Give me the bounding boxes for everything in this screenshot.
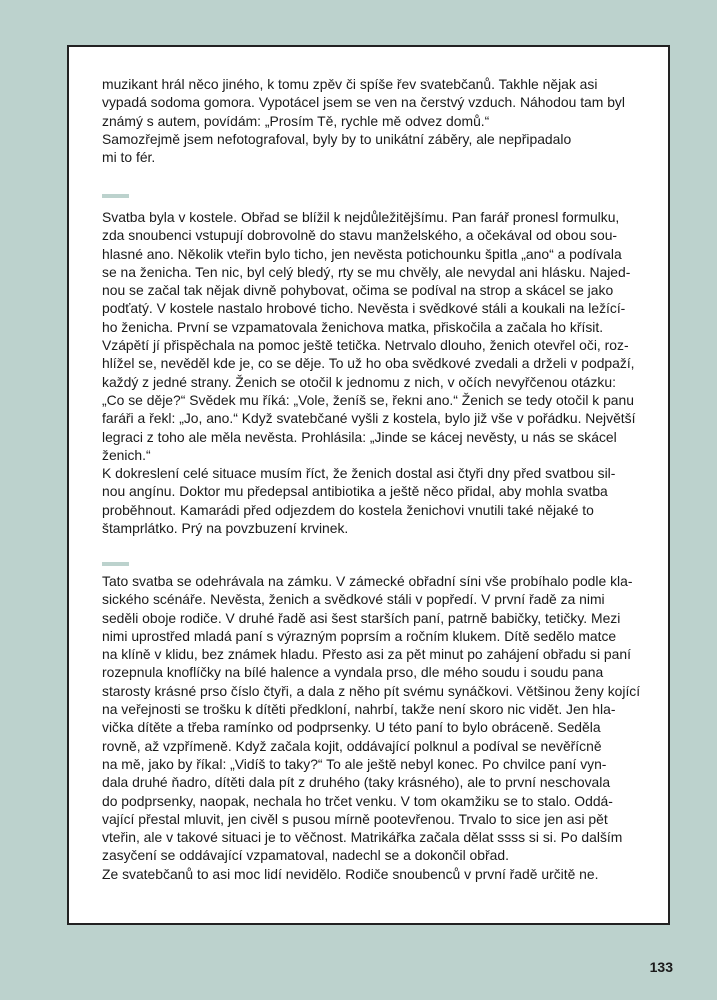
paragraph-block-2 xyxy=(102,208,657,537)
text-line: štamprlátko. Prý na povzbuzení krvinek. xyxy=(102,520,349,537)
text-line: faráři a řekl: „Jo, ano.“ Když svatebčané vyšli z kostela, bylo již vše v pořádku. Největší xyxy=(102,410,636,427)
text-line: Vzápětí jí přispěchala na pomoc ještě tetička. Netrvalo dlouho, ženich otevřel oči, roz- xyxy=(102,337,629,354)
text-line: hlížel se, nevěděl kde je, co se děje. To už ho oba svědkové zvedali a drželi v podpaží, xyxy=(102,355,635,372)
text-line: na klíně v klidu, bez známek hladu. Přesto asi za pět minut po zahájení obřadu si paní xyxy=(102,646,631,663)
text-line: vající přestal mluvit, jen civěl s pusou mírně pootevřenou. Trvalo to sice jen asi pět xyxy=(102,810,608,827)
section-divider xyxy=(102,194,129,198)
paragraph-block-1 xyxy=(102,75,657,166)
text-line: Svatba byla v kostele. Obřad se blížil k nejdůležitějšímu. Pan farář pronesl formulku, xyxy=(102,209,620,225)
text-line: Samozřejmě jsem nefotografoval, byly by to unikátní záběry, ale nepřipadalo xyxy=(102,130,572,147)
text-line: „Co se děje?“ Svědek mu říká: „Vole, ženíš se, řekni ano.“ Ženich se tedy otočil k panu xyxy=(102,391,634,408)
text-line: dala druhé ňadro, dítěti dala pít z druhého (taky krásného), ale to první neschovala xyxy=(102,774,611,791)
text-line: na veřejnosti se trošku k dítěti předkloní, nahrbí, takže není skoro nic vidět. Jen hla- xyxy=(102,701,616,718)
text-line: mi to fér. xyxy=(102,149,156,166)
text-line: ženich.“ xyxy=(102,446,151,463)
text-line: muzikant hrál něco jiného, k tomu zpěv či spíše řev svatebčanů. Takhle nějak asi xyxy=(102,76,598,92)
text-line: vička dítěte a třeba ramínko od podprsenky. U této paní to bylo obráceně. Seděla xyxy=(102,719,601,736)
text-line: nimi uprostřed mladá paní s výrazným poprsím a ročním klukem. Dítě sedělo matce xyxy=(102,627,617,644)
text-line: Ze svatebčanů to asi moc lidí nevidělo. Rodiče snoubenců v první řadě určitě ne. xyxy=(102,865,599,882)
text-line: seděli oboje rodiče. V druhé řadě asi šest starších paní, patrně babičky, tetičky. Mezi xyxy=(102,609,621,626)
page-frame xyxy=(67,45,670,925)
text-line: vteřin, ale v takové situaci je to věčnost. Matrikářka začala dělat ssss si si. Po dalším xyxy=(102,829,623,846)
text-line: vypadá sodoma gomora. Vypotácel jsem se ven na čerstvý vzduch. Náhodou tam byl xyxy=(102,94,625,111)
text-line: nou se začal tak nějak divně pohybovat, očima se podíval na strop a skácel se jako xyxy=(102,282,614,299)
text-line: zda snoubenci vstupují dobrovolně do stavu manželského, a očekával od obou sou- xyxy=(102,227,618,244)
text-line: hlasné ano. Několik vteřin bylo ticho, jen nevěsta potichounku špitla „ano“ a podívala xyxy=(102,245,622,262)
text-line: se na ženicha. Ten nic, byl celý bledý, rty se mu chvěly, ale nevydal ani hlásku. Najed- xyxy=(102,263,631,280)
text-line: sického scénáře. Nevěsta, ženich a svědkové stáli v popředí. V první řadě za nimi xyxy=(102,591,605,608)
text-line: K dokreslení celé situace musím říct, že ženich dostal asi čtyři dny před svatbou sil- xyxy=(102,465,616,482)
section-divider xyxy=(102,562,129,566)
text-line: proběhnout. Kamarádi před odjezdem do kostela ženichovi vnutili také nějaké to xyxy=(102,501,594,518)
text-line: známý s autem, povídám: „Prosím Tě, rychle mě odvez domů.“ xyxy=(102,112,490,129)
text-line: podťatý. V kostele nastalo hrobové ticho. Nevěsta i svědkové stáli a koukali na ležící- xyxy=(102,300,626,317)
text-line: na mě, jako by říkal: „Vidíš to taky?“ To ale ještě nebyl konec. Po chvilce paní vyn- xyxy=(102,755,607,772)
text-line: do podprsenky, naopak, nechala ho trčet venku. V tom okamžiku se to stalo. Oddá- xyxy=(102,792,613,809)
text-line: každý z jedné strany. Ženich se otočil k jednomu z nich, v očích nevyřčenou otázku: xyxy=(102,373,616,390)
text-line: nou angínu. Doktor mu předepsal antibiotika a ještě něco přidal, aby mohla svatba xyxy=(102,483,608,500)
text-line: starosty krásné prso číslo čtyři, a dala z něho pít svému synáčkovi. Většinou ženy kojící xyxy=(102,682,641,699)
paragraph-block-3 xyxy=(102,572,657,883)
text-line: rovně, až vzpřímeně. Když začala kojit, oddávající polknul a podíval se nevěřícně xyxy=(102,737,602,754)
text-line: legraci z toho ale měla nevěsta. Prohlásila: „Jinde se kácej nevěsty, u nás se skácel xyxy=(102,428,617,445)
text-line: ho ženicha. První se vzpamatovala ženichova matka, přiskočila a začala ho křísit. xyxy=(102,318,604,335)
text-line: zasyčení se oddávající vzpamatoval, nadechl se a dokončil obřad. xyxy=(102,847,509,864)
text-line: Tato svatba se odehrávala na zámku. V zámecké obřadní síni vše probíhalo podle kla- xyxy=(102,573,633,589)
page-number: 133 xyxy=(649,959,673,975)
text-line: rozepnula knoflíčky na bílé halence a vyndala prso, dle mého soudu i soudu pana xyxy=(102,664,604,681)
